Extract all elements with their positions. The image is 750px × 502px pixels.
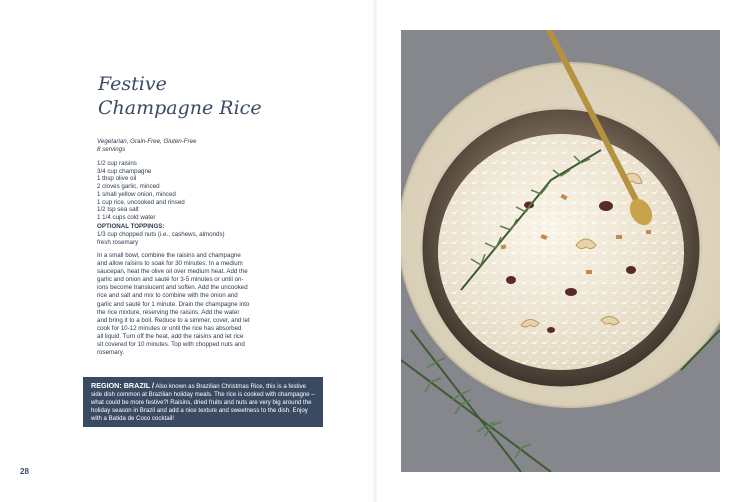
ingredient: 1 1/4 cups cold water bbox=[97, 213, 156, 221]
recipe-meta bbox=[97, 138, 197, 154]
servings: 8 servings bbox=[97, 146, 126, 153]
ingredient: 1 small yellow onion, minced bbox=[97, 190, 176, 198]
optional-topping: 1/3 cup chopped nuts (i.e., cashews, almonds) bbox=[97, 231, 225, 238]
region-first-line bbox=[91, 382, 315, 391]
directions-line: sit covered for 10 minutes. Top with chopped nuts and bbox=[97, 341, 245, 349]
region-line: what could be more festive?! Raisins, dried fruits and nuts are very big around the bbox=[91, 399, 312, 406]
region-heading: REGION: BRAZIL / bbox=[91, 381, 154, 390]
page-number: 28 bbox=[20, 467, 29, 476]
page-gutter bbox=[372, 0, 378, 502]
region-line: side dish common at Brazilian holiday meals. The rice is cooked with champagne – bbox=[91, 391, 315, 398]
ingredient: 2 cloves garlic, minced bbox=[97, 183, 160, 191]
ingredient: 1 tbsp olive oil bbox=[97, 175, 137, 183]
directions-line: the rice mixture, reserving the raisins. Add the water bbox=[97, 308, 240, 316]
region-callout bbox=[83, 377, 323, 427]
champagne-rice-illustration bbox=[401, 30, 720, 472]
directions-line: saucepan, heat the olive oil over medium heat. Add the bbox=[97, 268, 248, 276]
directions-line: garlic and sauté for 1 minute. Drain the champagne into bbox=[97, 300, 250, 308]
ingredient: 1/2 tsp sea salt bbox=[97, 206, 139, 214]
ingredient: 1 cup rice, uncooked and rinsed bbox=[97, 198, 185, 206]
diet-labels: Vegetarian, Grain-Free, Gluten-Free bbox=[97, 138, 197, 145]
region-intro: Also known as Brazilian Christmas Rice, this is a festive bbox=[155, 383, 307, 390]
ingredient: 3/4 cup champagne bbox=[97, 167, 152, 175]
dish-photo bbox=[401, 30, 720, 472]
ingredient-list bbox=[97, 160, 277, 222]
directions-line: ions become translucent and soften. Add the uncooked bbox=[97, 284, 248, 292]
directions bbox=[97, 252, 279, 357]
directions-line: all liquid. Turn off the heat, add the raisins and let rice bbox=[97, 332, 244, 340]
directions-line: rosemary. bbox=[97, 349, 125, 357]
region-line: with a Batida de Coco cocktail! bbox=[91, 415, 174, 422]
directions-line: rice and salt and mix to combine with the onion and bbox=[97, 292, 238, 300]
directions-line: garlic and onion and sauté for 3-5 minutes or until on- bbox=[97, 276, 244, 284]
directions-line: In a small bowl, combine the raisins and champagne bbox=[97, 252, 241, 259]
directions-line: and allow raisins to soak for 30 minutes. In a medium bbox=[97, 260, 243, 268]
optional-topping: fresh rosemary bbox=[97, 238, 139, 246]
directions-line: and bring it to a boil. Reduce to a simmer, cover, and let bbox=[97, 316, 250, 324]
directions-line: cook for 10-12 minutes or until the rice has absorbed bbox=[97, 324, 242, 332]
optional-toppings-heading: OPTIONAL TOPPINGS: bbox=[97, 223, 165, 230]
recipe-title bbox=[98, 72, 268, 120]
optional-toppings-list bbox=[97, 231, 225, 246]
title-line-1: Festive bbox=[98, 73, 167, 95]
region-line: holiday season in Brazil and add a nice texture and sweetness to the dish. Enjoy bbox=[91, 407, 308, 414]
ingredient: 1/2 cup raisins bbox=[97, 160, 137, 167]
title-line-2: Champagne Rice bbox=[98, 97, 262, 119]
